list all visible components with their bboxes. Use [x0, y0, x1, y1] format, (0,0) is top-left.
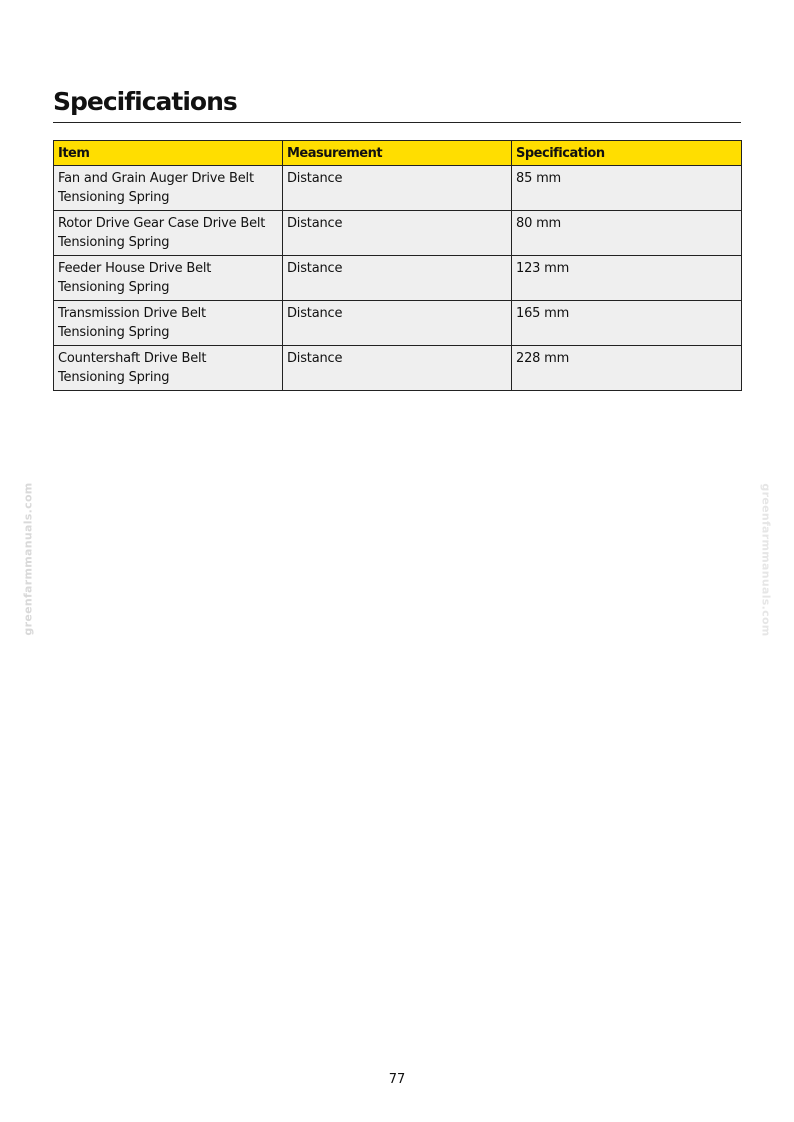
item-line: Feeder House Drive Belt [58, 261, 212, 276]
header-measurement: Measurement [283, 141, 512, 166]
item-line: Tensioning Spring [58, 235, 170, 250]
table-row [54, 301, 742, 346]
item-line: Tensioning Spring [58, 370, 170, 385]
item-line: Transmission Drive Belt [58, 306, 206, 321]
item-cell [54, 211, 283, 256]
specification-cell: 228 mm [512, 346, 742, 391]
title-rule [53, 122, 741, 123]
table-header-row [54, 141, 742, 166]
item-line: Rotor Drive Gear Case Drive Belt [58, 216, 266, 231]
item-line: Tensioning Spring [58, 325, 170, 340]
specifications-table [53, 140, 742, 391]
item-cell [54, 166, 283, 211]
item-cell [54, 346, 283, 391]
measurement-cell: Distance [283, 211, 512, 256]
header-item: Item [54, 141, 283, 166]
measurement-cell: Distance [283, 256, 512, 301]
item-line: Tensioning Spring [58, 280, 170, 295]
specification-cell: 85 mm [512, 166, 742, 211]
measurement-cell: Distance [283, 301, 512, 346]
measurement-cell: Distance [283, 346, 512, 391]
item-line: Countershaft Drive Belt [58, 351, 207, 366]
specification-cell: 80 mm [512, 211, 742, 256]
watermark-left: greenfarmmanuals.com [21, 482, 35, 636]
table-row [54, 256, 742, 301]
specification-cell: 165 mm [512, 301, 742, 346]
item-line: Tensioning Spring [58, 190, 170, 205]
page-title: Specifications [53, 87, 237, 116]
table-row [54, 166, 742, 211]
measurement-cell: Distance [283, 166, 512, 211]
item-cell [54, 256, 283, 301]
page-number: 77 [388, 1072, 406, 1087]
item-line: Fan and Grain Auger Drive Belt [58, 171, 254, 186]
table-row [54, 346, 742, 391]
table-row [54, 211, 742, 256]
specification-cell: 123 mm [512, 256, 742, 301]
header-specification: Specification [512, 141, 742, 166]
item-cell [54, 301, 283, 346]
watermark-right: greenfarmmanuals.com [759, 483, 773, 637]
